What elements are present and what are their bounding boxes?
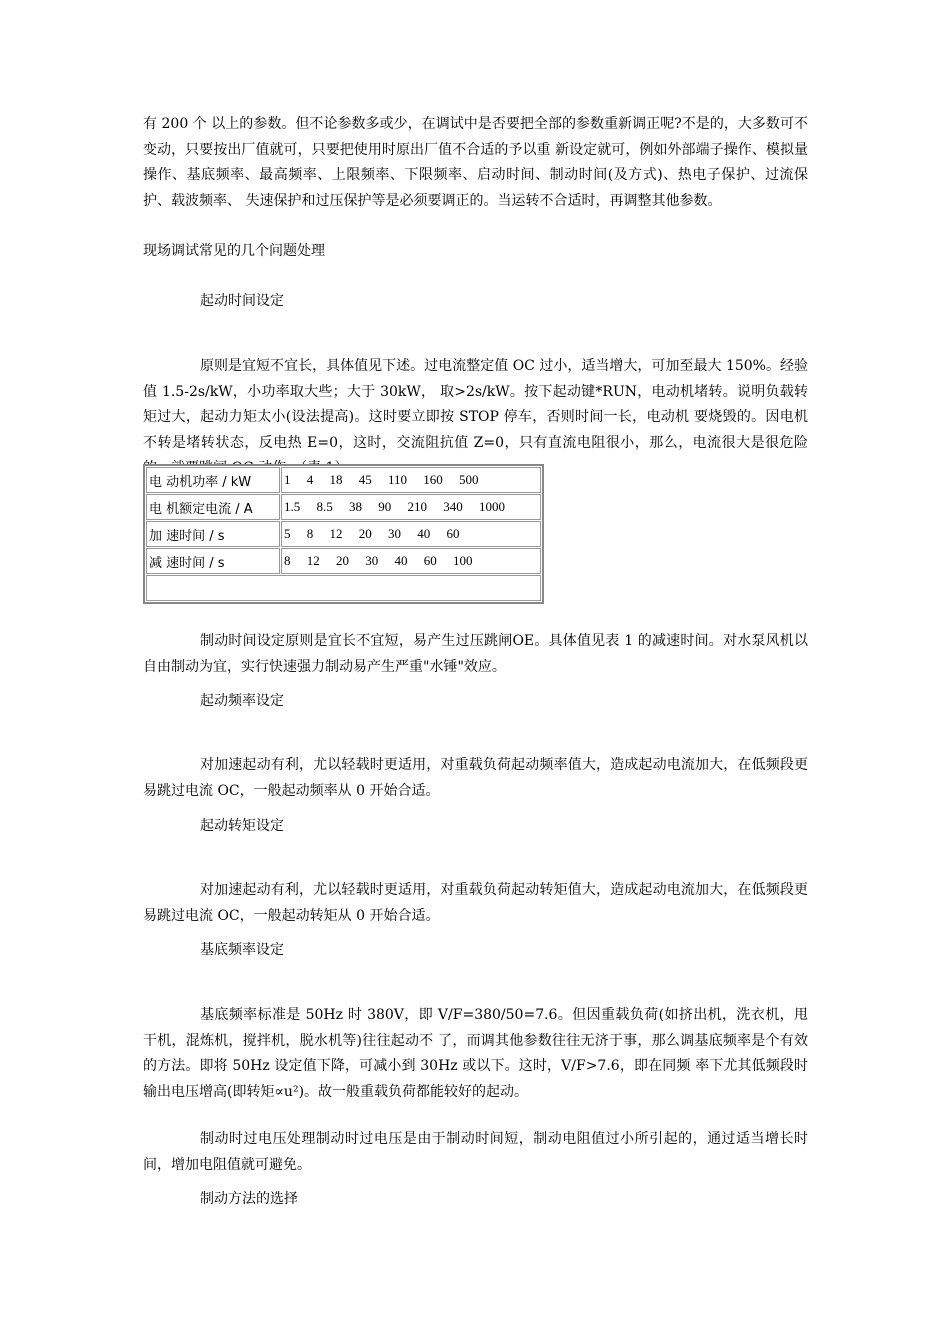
table-cell: 30 — [388, 526, 401, 541]
base-frequency-paragraph: 基底频率标准是 50Hz 时 380V，即 V/F=380/50=7.6。但因重载负荷(如挤出机，洗衣机，甩干机，混炼机，搅拌机，脱水机等)往往起动不 了，而调其他参数往往无济于事，那么调基底频率是个有效的方法。即将 50Hz 设定值下降，可减小到 30Hz 或以下。这时，V/F>7.6，即在同频 率下尤其低频段时输出电压增高(即转矩∝u²)。故一般重载负荷都能较好的起动。 — [143, 1007, 808, 1100]
table-row-empty — [146, 575, 541, 601]
table-cell: 8.5 — [316, 499, 333, 514]
table-cell: 12 — [306, 553, 320, 568]
table-cell: 110 — [388, 472, 408, 487]
table-cell: 4 — [306, 472, 314, 487]
row-label: 减 速时间 / s — [146, 548, 280, 574]
row-label: 加 速时间 / s — [146, 521, 280, 547]
table-cell: 1000 — [479, 499, 505, 514]
row-values — [281, 494, 541, 520]
table-cell: 38 — [349, 499, 362, 514]
brake-time-paragraph: 制动时间设定原则是宜长不宜短，易产生过压跳闸OE。具体值见表 1 的减速时间。对水泵风机以自由制动为宜，实行快速强力制动易产生严重"水锤"效应。 — [143, 633, 808, 675]
table-cell: 40 — [417, 526, 431, 541]
start-torque-paragraph: 对加速起动有利，尤以轻载时更适用，对重载负荷起动转矩值大，造成起动电流加大，在低频段更易跳过电流 OC，一般起动转矩从 0 开始合适。 — [143, 882, 808, 924]
table-row — [146, 467, 541, 493]
table-cell: 30 — [365, 553, 379, 568]
heading-brake-method: 制动方法的选择 — [200, 1191, 298, 1207]
table-cell: 1 — [284, 472, 291, 487]
table-cell: 60 — [423, 553, 437, 568]
row-values — [281, 467, 541, 493]
table-cell: 210 — [407, 499, 427, 514]
table-cell: 20 — [336, 553, 349, 568]
table-cell: 40 — [394, 553, 408, 568]
table-cell: 90 — [378, 499, 392, 514]
overvoltage-paragraph: 制动时过电压处理制动时过电压是由于制动时间短，制动电阻值过小所引起的，通过适当增长时间，增加电阻值就可避免。 — [143, 1131, 808, 1173]
heading-start-time: 起动时间设定 — [200, 293, 284, 309]
empty-cell — [146, 575, 541, 601]
table-cell: 45 — [358, 472, 372, 487]
table-row — [146, 494, 541, 520]
row-label: 电 机额定电流 / A — [146, 494, 280, 520]
table-row — [146, 548, 541, 574]
row-values — [281, 521, 541, 547]
table-cell: 8 — [306, 526, 314, 541]
start-frequency-paragraph: 对加速起动有利，尤以轻载时更适用，对重载负荷起动频率值大，造成起动电流加大，在低频段更易跳过电流 OC，一般起动频率从 0 开始合适。 — [143, 757, 808, 799]
table-row — [146, 521, 541, 547]
table-cell: 18 — [329, 472, 343, 487]
table-cell: 12 — [329, 526, 343, 541]
table-cell: 340 — [443, 499, 463, 514]
table-cell: 5 — [284, 526, 291, 541]
heading-base-frequency: 基底频率设定 — [200, 942, 284, 958]
intro-paragraph: 有 200 个 以上的参数。但不论参数多或少，在调试中是否要把全部的参数重新调正呢?不是的，大多数可不变动，只要按出厂值就可，只要把使用时原出厂值不合适的予以重 新设定就可，例如外部端子操作、模拟量操作、基底频率、最高频率、上限频率、下限频率、启动时间、制动时间(及方式)、热电子保护、过流保护、载波频率、 失速保护和过压保护等是必须要调正的。当运转不合适时，再调整其他参数。 — [143, 116, 808, 209]
table-cell: 8 — [284, 553, 291, 568]
table-cell: 500 — [459, 472, 479, 487]
heading-start-frequency: 起动频率设定 — [200, 693, 284, 709]
start-time-paragraph: 原则是宜短不宜长，具体值见下述。过电流整定值 OC 过小，适当增大，可加至最大 150%。经验值 1.5-2s/kW，小功率取大些；大于 30kW， 取>2s/kW。按下起动键*RUN，电动机堵转。说明负载转矩过大，起动力矩太小(设法提高)。这时要立即按 STOP 停车，否则时间一长，电动机 要烧毁的。因电机不转是堵转状态，反电热 E=0，这时，交流阻抗值 Z=0，只有直流电阻很小，那么，电流很大是很危险 — [143, 358, 808, 451]
heading-start-torque: 起动转矩设定 — [200, 818, 284, 834]
row-values — [281, 548, 541, 574]
table-cell: 160 — [423, 472, 443, 487]
table-cell: 100 — [453, 553, 473, 568]
section-title: 现场调试常见的几个问题处理 — [143, 243, 325, 259]
table-cell: 20 — [358, 526, 372, 541]
parameter-table — [143, 464, 544, 604]
table-cell: 60 — [446, 526, 460, 541]
table-cell: 1.5 — [284, 499, 301, 514]
row-label: 电 动机功率 / kW — [146, 467, 280, 493]
